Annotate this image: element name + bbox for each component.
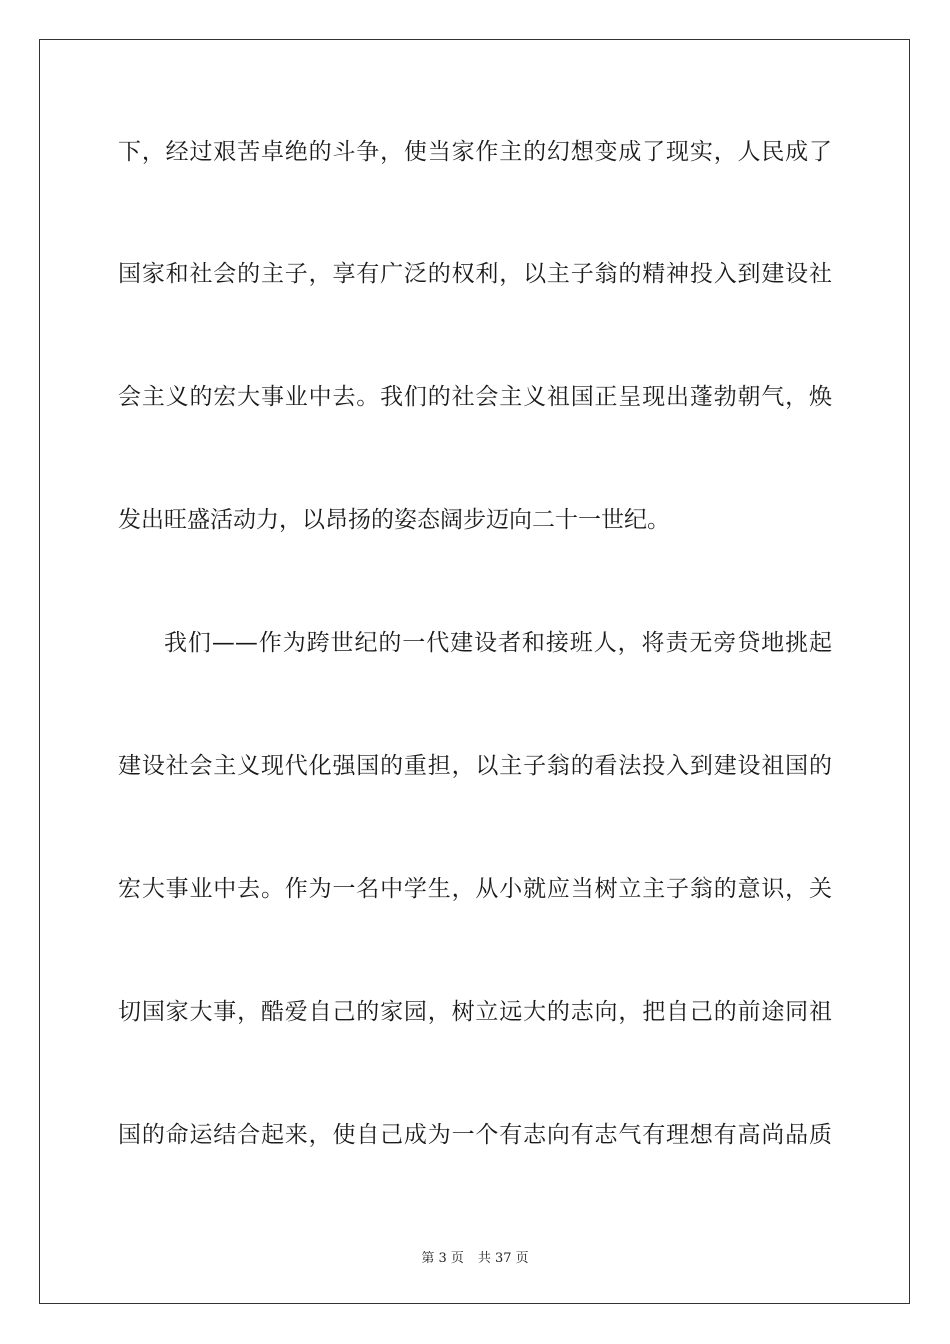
body-line-7: 宏大事业中去。作为一名中学生，从小就应当树立主子翁的意识，关: [118, 876, 832, 902]
page-footer: [0, 1247, 950, 1266]
body-line-2: 国家和社会的主子，享有广泛的权利，以主子翁的精神投入到建设社: [118, 261, 832, 287]
body-line-1: 下，经过艰苦卓绝的斗争，使当家作主的幻想变成了现实，人民成了: [118, 139, 832, 165]
body-line-5: 我们——作为跨世纪的一代建设者和接班人，将责无旁贷地挑起: [164, 630, 832, 656]
page-number-current: 第 3 页: [421, 1251, 464, 1266]
body-line-3: 会主义的宏大事业中去。我们的社会主义祖国正呈现出蓬勃朝气，焕: [118, 384, 832, 410]
body-line-4: 发出旺盛活动力，以昂扬的姿态阔步迈向二十一世纪。: [118, 507, 670, 533]
body-line-8: 切国家大事，酷爱自己的家园，树立远大的志向，把自己的前途同祖: [118, 999, 832, 1025]
body-line-9: 国的命运结合起来，使自己成为一个有志向有志气有理想有高尚品质: [118, 1122, 832, 1148]
page-number-total: 共 37 页: [477, 1251, 529, 1266]
page-border: [39, 39, 910, 1304]
body-line-6: 建设社会主义现代化强国的重担，以主子翁的看法投入到建设祖国的: [118, 753, 832, 779]
